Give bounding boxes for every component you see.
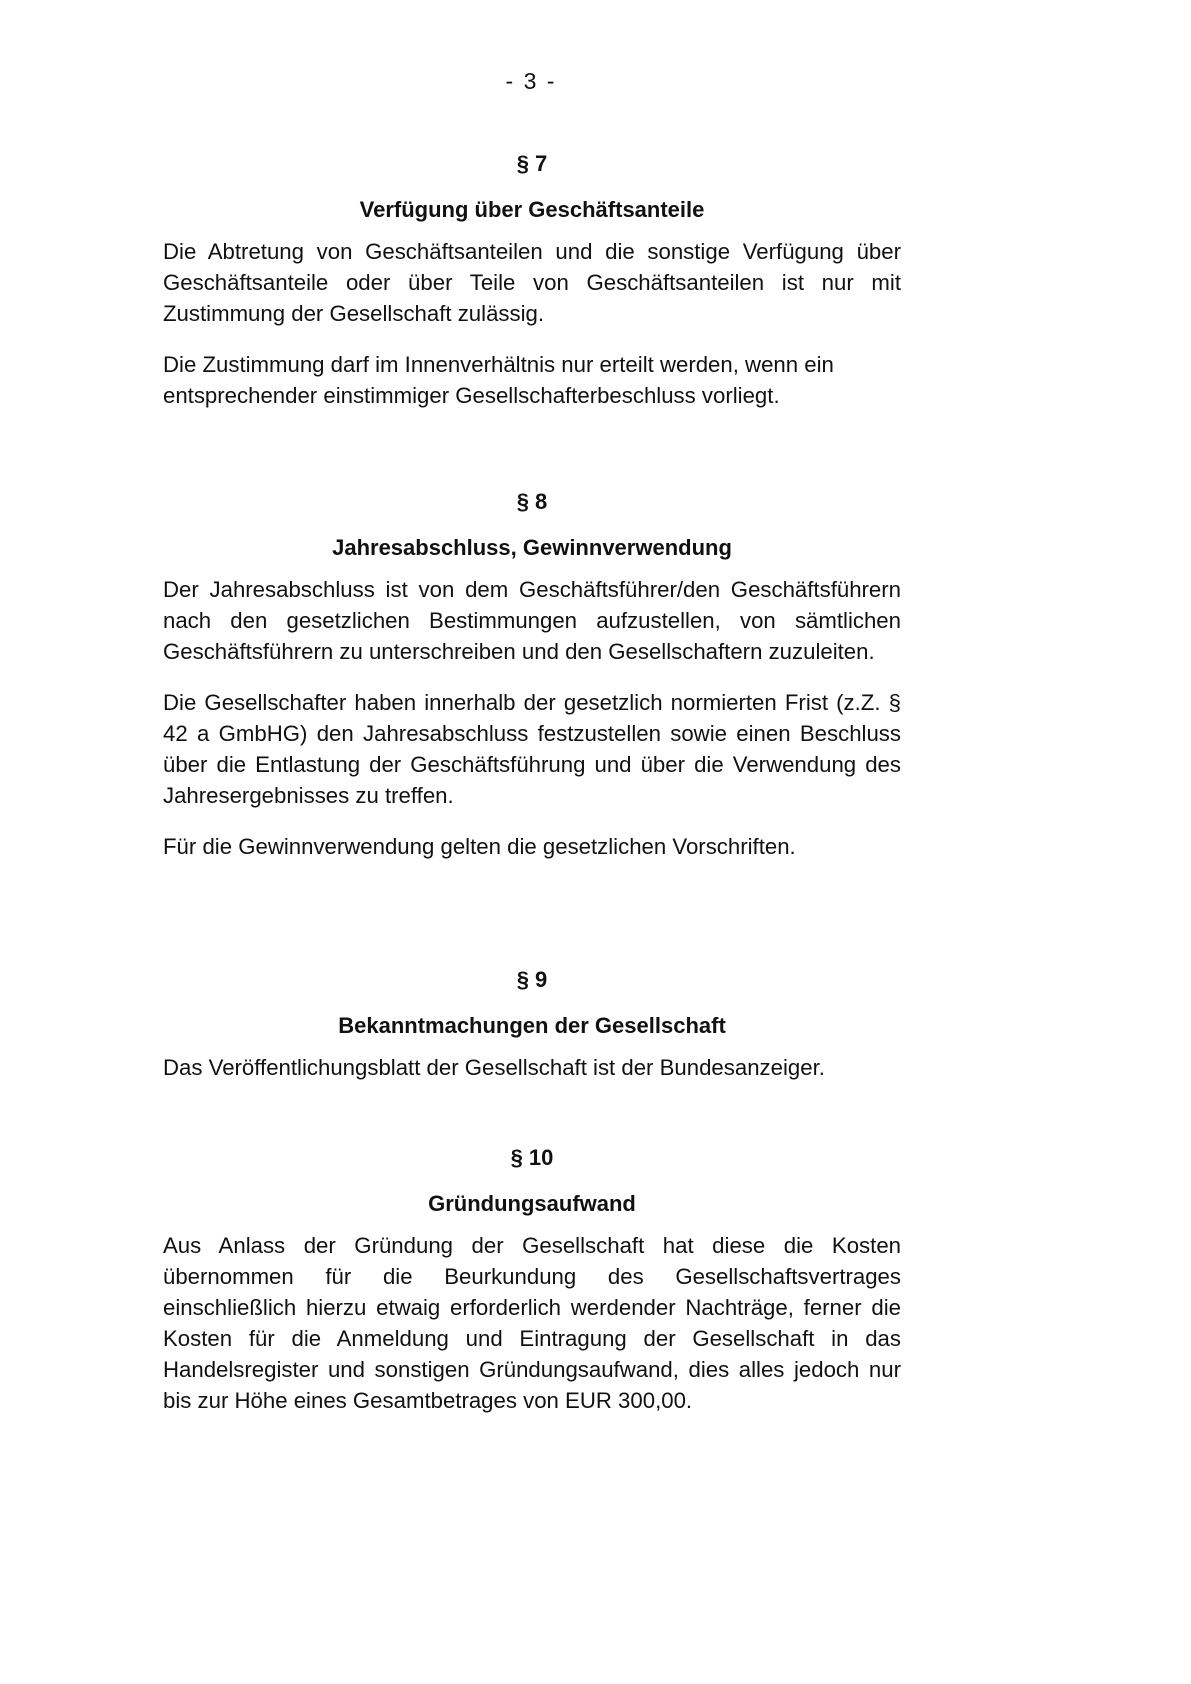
section-number: § 9 xyxy=(516,967,548,992)
paragraph: Die Zustimmung darf im Innenverhältnis nur erteilt werden, wenn ein entsprechender einstimmiger Gesellschafterbeschluss vorliegt. xyxy=(163,352,834,408)
section-title: Gründungsaufwand xyxy=(428,1191,636,1216)
section-number: § 10 xyxy=(510,1145,554,1170)
section-9 xyxy=(163,966,901,1103)
section-title: Verfügung über Geschäftsanteile xyxy=(359,197,705,222)
section-title: Jahresabschluss, Gewinnverwendung xyxy=(332,535,732,560)
section-number: § 7 xyxy=(516,151,548,176)
section-7 xyxy=(163,150,901,431)
paragraph: Die Abtretung von Geschäftsanteilen und die sonstige Verfügung über Geschäftsanteile oder über Teile von Geschäftsanteilen ist nur mit Zustimmung der Gesellschaft zulässig. xyxy=(163,239,901,326)
section-8 xyxy=(163,488,901,882)
section-10 xyxy=(163,1144,901,1436)
paragraph: Das Veröffentlichungsblatt der Gesellschaft ist der Bundesanzeiger. xyxy=(163,1055,825,1080)
paragraph: Für die Gewinnverwendung gelten die gesetzlichen Vorschriften. xyxy=(163,834,796,859)
section-title: Bekanntmachungen der Gesellschaft xyxy=(338,1013,726,1038)
paragraph: Die Gesellschafter haben innerhalb der gesetzlich normierten Frist (z.Z. § 42 a GmbHG) den Jahresabschluss festzustellen sowie einen Beschluss über die Entlastung der Geschäftsführung und über die Verwendung des Jahresergebnisses zu treffen. xyxy=(163,690,901,808)
section-number: § 8 xyxy=(516,489,548,514)
paragraph: Der Jahresabschluss ist von dem Geschäftsführer/den Geschäftsführern nach den gesetzlichen Bestimmungen aufzustellen, von sämtlichen Geschäftsführern zu unterschreiben und den Gesellschaftern zuzuleiten. xyxy=(163,577,901,664)
paragraph: Aus Anlass der Gründung der Gesellschaft hat diese die Kosten übernommen für die Beurkundung des Gesellschaftsvertrages einschließlich hierzu etwaig erforderlich werdender Nachträge, ferner die Kosten für die Anmeldung und Eintragung der Gesellschaft in das Handelsregister und sonstigen Gründungsaufwand, dies alles jedoch nur bis zur Höhe eines Gesamtbetrages von EUR 300,00. xyxy=(163,1233,901,1413)
page-number: - 3 - xyxy=(505,68,557,94)
